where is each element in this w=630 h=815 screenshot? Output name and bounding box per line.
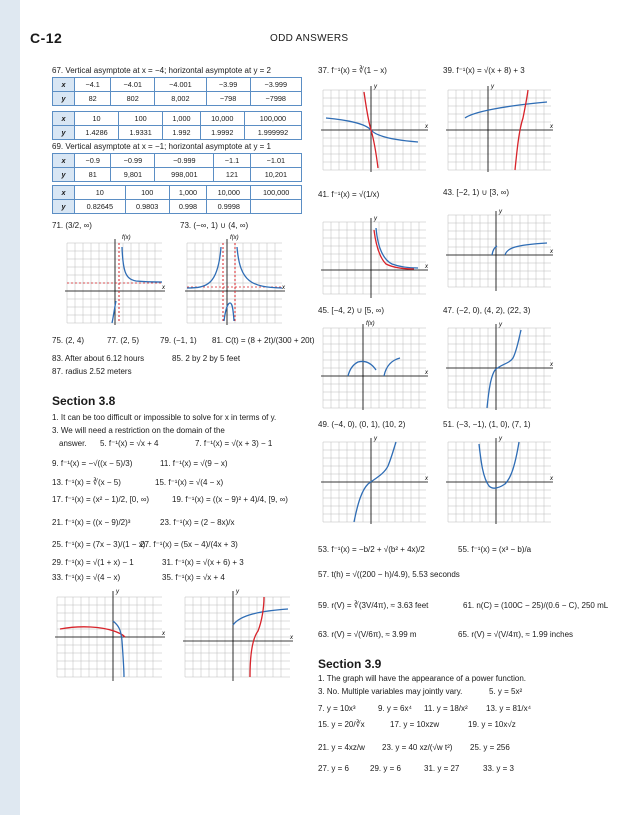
axis-label: y	[499, 209, 502, 215]
answer-s38-19: 19. f⁻¹(x) = ((x − 9)² + 4)/4, [9, ∞)	[172, 495, 288, 504]
axis-label: y	[491, 84, 494, 90]
answer-43: 43. [−2, 1) ∪ [3, ∞)	[443, 188, 510, 197]
graph-71	[62, 233, 167, 328]
answer-s38-15: 15. f⁻¹(x) = √(4 − x)	[155, 478, 224, 487]
graph-33	[52, 585, 167, 685]
page-title: ODD ANSWERS	[270, 33, 349, 44]
axis-label: x	[550, 249, 553, 255]
answer-s38-33: 33. f⁻¹(x) = √(4 − x)	[52, 573, 121, 582]
table-row: y 82 802 8,002 −798 −7998	[53, 92, 302, 106]
answer-83: 83. After about 6.12 hours	[52, 354, 145, 363]
table-67a	[52, 77, 302, 106]
answer-s38-11: 11. f⁻¹(x) = √(9 − x)	[160, 459, 228, 468]
answer-61: 61. n(C) = (100C − 25)/(0.6 − C), 250 mL	[463, 601, 609, 610]
graph-43	[443, 205, 555, 295]
axis-label: x	[550, 476, 553, 482]
table-row: x −0.9 −0.99 −0.999 −1.1 −1.01	[53, 154, 302, 168]
table-row: y 1.4286 1.9331 1.992 1.9992 1.999992	[53, 126, 302, 140]
answer-85: 85. 2 by 2 by 5 feet	[172, 354, 241, 363]
axis-label: x	[162, 631, 165, 637]
graph-51	[443, 432, 555, 527]
answer-81: 81. C(t) = (8 + 2t)/(300 + 20t)	[212, 336, 315, 345]
axis-label: x	[550, 362, 553, 368]
answer-s38-29: 29. f⁻¹(x) = √(1 + x) − 1	[52, 558, 134, 567]
graph-35	[180, 585, 295, 685]
axis-label: y	[499, 436, 502, 442]
answer-67: 67. Vertical asymptote at x = −4; horizontal asymptote at y = 2	[52, 66, 272, 75]
answer-57: 57. t(h) = √((200 − h)/4.9), 5.53 seconds	[318, 570, 460, 579]
table-row: y 81 9,801 998,001 121 10,201	[53, 168, 302, 182]
axis-label: f(x)	[230, 235, 239, 241]
answer-s39-25: 25. y = 256	[470, 743, 510, 752]
table-row: x 10 100 1,000 10,000 100,000	[53, 112, 302, 126]
graph-45	[318, 318, 430, 413]
answer-s38-23: 23. f⁻¹(x) = (2 − 8x)/x	[160, 518, 235, 527]
answer-45: 45. [−4, 2) ∪ [5, ∞)	[318, 306, 385, 315]
answer-79: 79. (−1, 1)	[160, 336, 197, 345]
answer-87: 87. radius 2.52 meters	[52, 367, 132, 376]
answer-s39-3: 3. No. Multiple variables may jointly vary.	[318, 687, 463, 696]
table-row: x −4.1 −4.01 −4.001 −3.99 −3.999	[53, 78, 302, 92]
answer-s38-1: 1. It can be too difficult or impossible to solve for x in terms of y.	[52, 413, 277, 422]
axis-label: y	[499, 322, 502, 328]
answer-s38-21: 21. f⁻¹(x) = ((x − 9)/2)³	[52, 518, 131, 527]
answer-s38-5: 5. f⁻¹(x) = √x + 4	[100, 439, 159, 448]
answer-39: 39. f⁻¹(x) = √(x + 8) + 3	[443, 66, 525, 75]
answer-s39-33: 33. y = 3	[483, 764, 514, 773]
answer-s39-23: 23. y = 40 xz/(√w t²)	[382, 743, 453, 752]
answer-71: 71. (3/2, ∞)	[52, 221, 92, 230]
graph-47	[443, 318, 555, 413]
answer-s38-13: 13. f⁻¹(x) = ∛(x − 5)	[52, 478, 121, 487]
axis-label: x	[425, 124, 428, 130]
answer-s38-35: 35. f⁻¹(x) = √x + 4	[162, 573, 225, 582]
answer-59: 59. r(V) = ∛(3V/4π), ≈ 3.63 feet	[318, 601, 429, 610]
answer-s39-1: 1. The graph will have the appearance of a power function.	[318, 674, 526, 683]
answer-s39-15: 15. y = 20/∛x	[318, 720, 365, 729]
answer-73: 73. (−∞, 1) ∪ (4, ∞)	[180, 221, 249, 230]
answer-51: 51. (−3, −1), (1, 0), (7, 1)	[443, 420, 531, 429]
axis-label: y	[236, 589, 239, 595]
axis-label: y	[116, 589, 119, 595]
graph-41	[318, 212, 430, 302]
graph-73	[182, 233, 287, 328]
graph-49	[318, 432, 430, 527]
answer-65: 65. r(V) = √(V/4π), ≈ 1.99 inches	[458, 630, 574, 639]
answer-s38-27: 27. f⁻¹(x) = (5x − 4)/(4x + 3)	[140, 540, 238, 549]
answer-s39-5: 5. y = 5x²	[489, 687, 523, 696]
table-69b	[52, 185, 302, 214]
table-row: y 0.82645 0.9803 0.998 0.9998	[53, 200, 302, 214]
answer-s38-3: 3. We will need a restriction on the domain of the	[52, 426, 225, 435]
answer-37: 37. f⁻¹(x) = ∛(1 − x)	[318, 66, 387, 75]
table-row: x 10 100 1,000 10,000 100,000	[53, 186, 302, 200]
answer-s39-17: 17. y = 10xzw	[390, 720, 440, 729]
axis-label: x	[162, 285, 165, 291]
answer-77: 77. (2, 5)	[107, 336, 140, 345]
axis-label: x	[425, 476, 428, 482]
page-margin-strip	[0, 0, 20, 815]
axis-label: x	[282, 285, 285, 291]
page-label: C-12	[30, 30, 63, 46]
axis-label: x	[550, 124, 553, 130]
answer-69: 69. Vertical asymptote at x = −1; horizontal asymptote at y = 1	[52, 142, 272, 151]
answer-s38-17: 17. f⁻¹(x) = (x² − 1)/2, [0, ∞)	[52, 495, 150, 504]
answer-55: 55. f⁻¹(x) = (x³ − b)/a	[458, 545, 532, 554]
answer-53: 53. f⁻¹(x) = −b/2 + √(b² + 4x)/2	[318, 545, 425, 554]
answer-s39-19: 19. y = 10x√z	[468, 720, 516, 729]
axis-label: y	[374, 436, 377, 442]
axis-label: f(x)	[366, 321, 375, 327]
answer-63: 63. r(V) = √(V/6π), ≈ 3.99 m	[318, 630, 417, 639]
answer-s39-7: 7. y = 10x³	[318, 704, 356, 713]
answer-s39-9: 9. y = 6x⁴	[378, 704, 412, 713]
section-heading-3-9: Section 3.9	[318, 657, 382, 671]
answer-49: 49. (−4, 0), (0, 1), (10, 2)	[318, 420, 406, 429]
axis-label: x	[290, 635, 293, 641]
axis-label: x	[425, 264, 428, 270]
answer-47: 47. (−2, 0), (4, 2), (22, 3)	[443, 306, 531, 315]
answer-s39-27: 27. y = 6	[318, 764, 349, 773]
answer-s39-11: 11. y = 18/x²	[424, 704, 468, 713]
answer-s39-21: 21. y = 4xz/w	[318, 743, 365, 752]
graph-37	[318, 80, 430, 175]
answer-s39-31: 31. y = 27	[424, 764, 460, 773]
graph-39	[443, 80, 555, 175]
answer-s38-31: 31. f⁻¹(x) = √(x + 6) + 3	[162, 558, 244, 567]
answer-s38-9: 9. f⁻¹(x) = −√((x − 5)/3)	[52, 459, 133, 468]
axis-label: x	[425, 370, 428, 376]
answer-75: 75. (2, 4)	[52, 336, 85, 345]
axis-label: y	[374, 84, 377, 90]
table-67b	[52, 111, 302, 140]
answer-s39-29: 29. y = 6	[370, 764, 401, 773]
answer-s38-25: 25. f⁻¹(x) = (7x − 3)/(1 − x)	[52, 540, 146, 549]
answer-s38-7: 7. f⁻¹(x) = √(x + 3) − 1	[195, 439, 273, 448]
answer-s39-13: 13. y = 81/x⁴	[486, 704, 532, 713]
table-69a	[52, 153, 302, 182]
section-heading-3-8: Section 3.8	[52, 394, 116, 408]
answer-s38-3-cont: answer.	[59, 439, 87, 448]
answer-41: 41. f⁻¹(x) = √(1/x)	[318, 190, 380, 199]
axis-label: y	[374, 216, 377, 222]
axis-label: f(x)	[122, 235, 131, 241]
